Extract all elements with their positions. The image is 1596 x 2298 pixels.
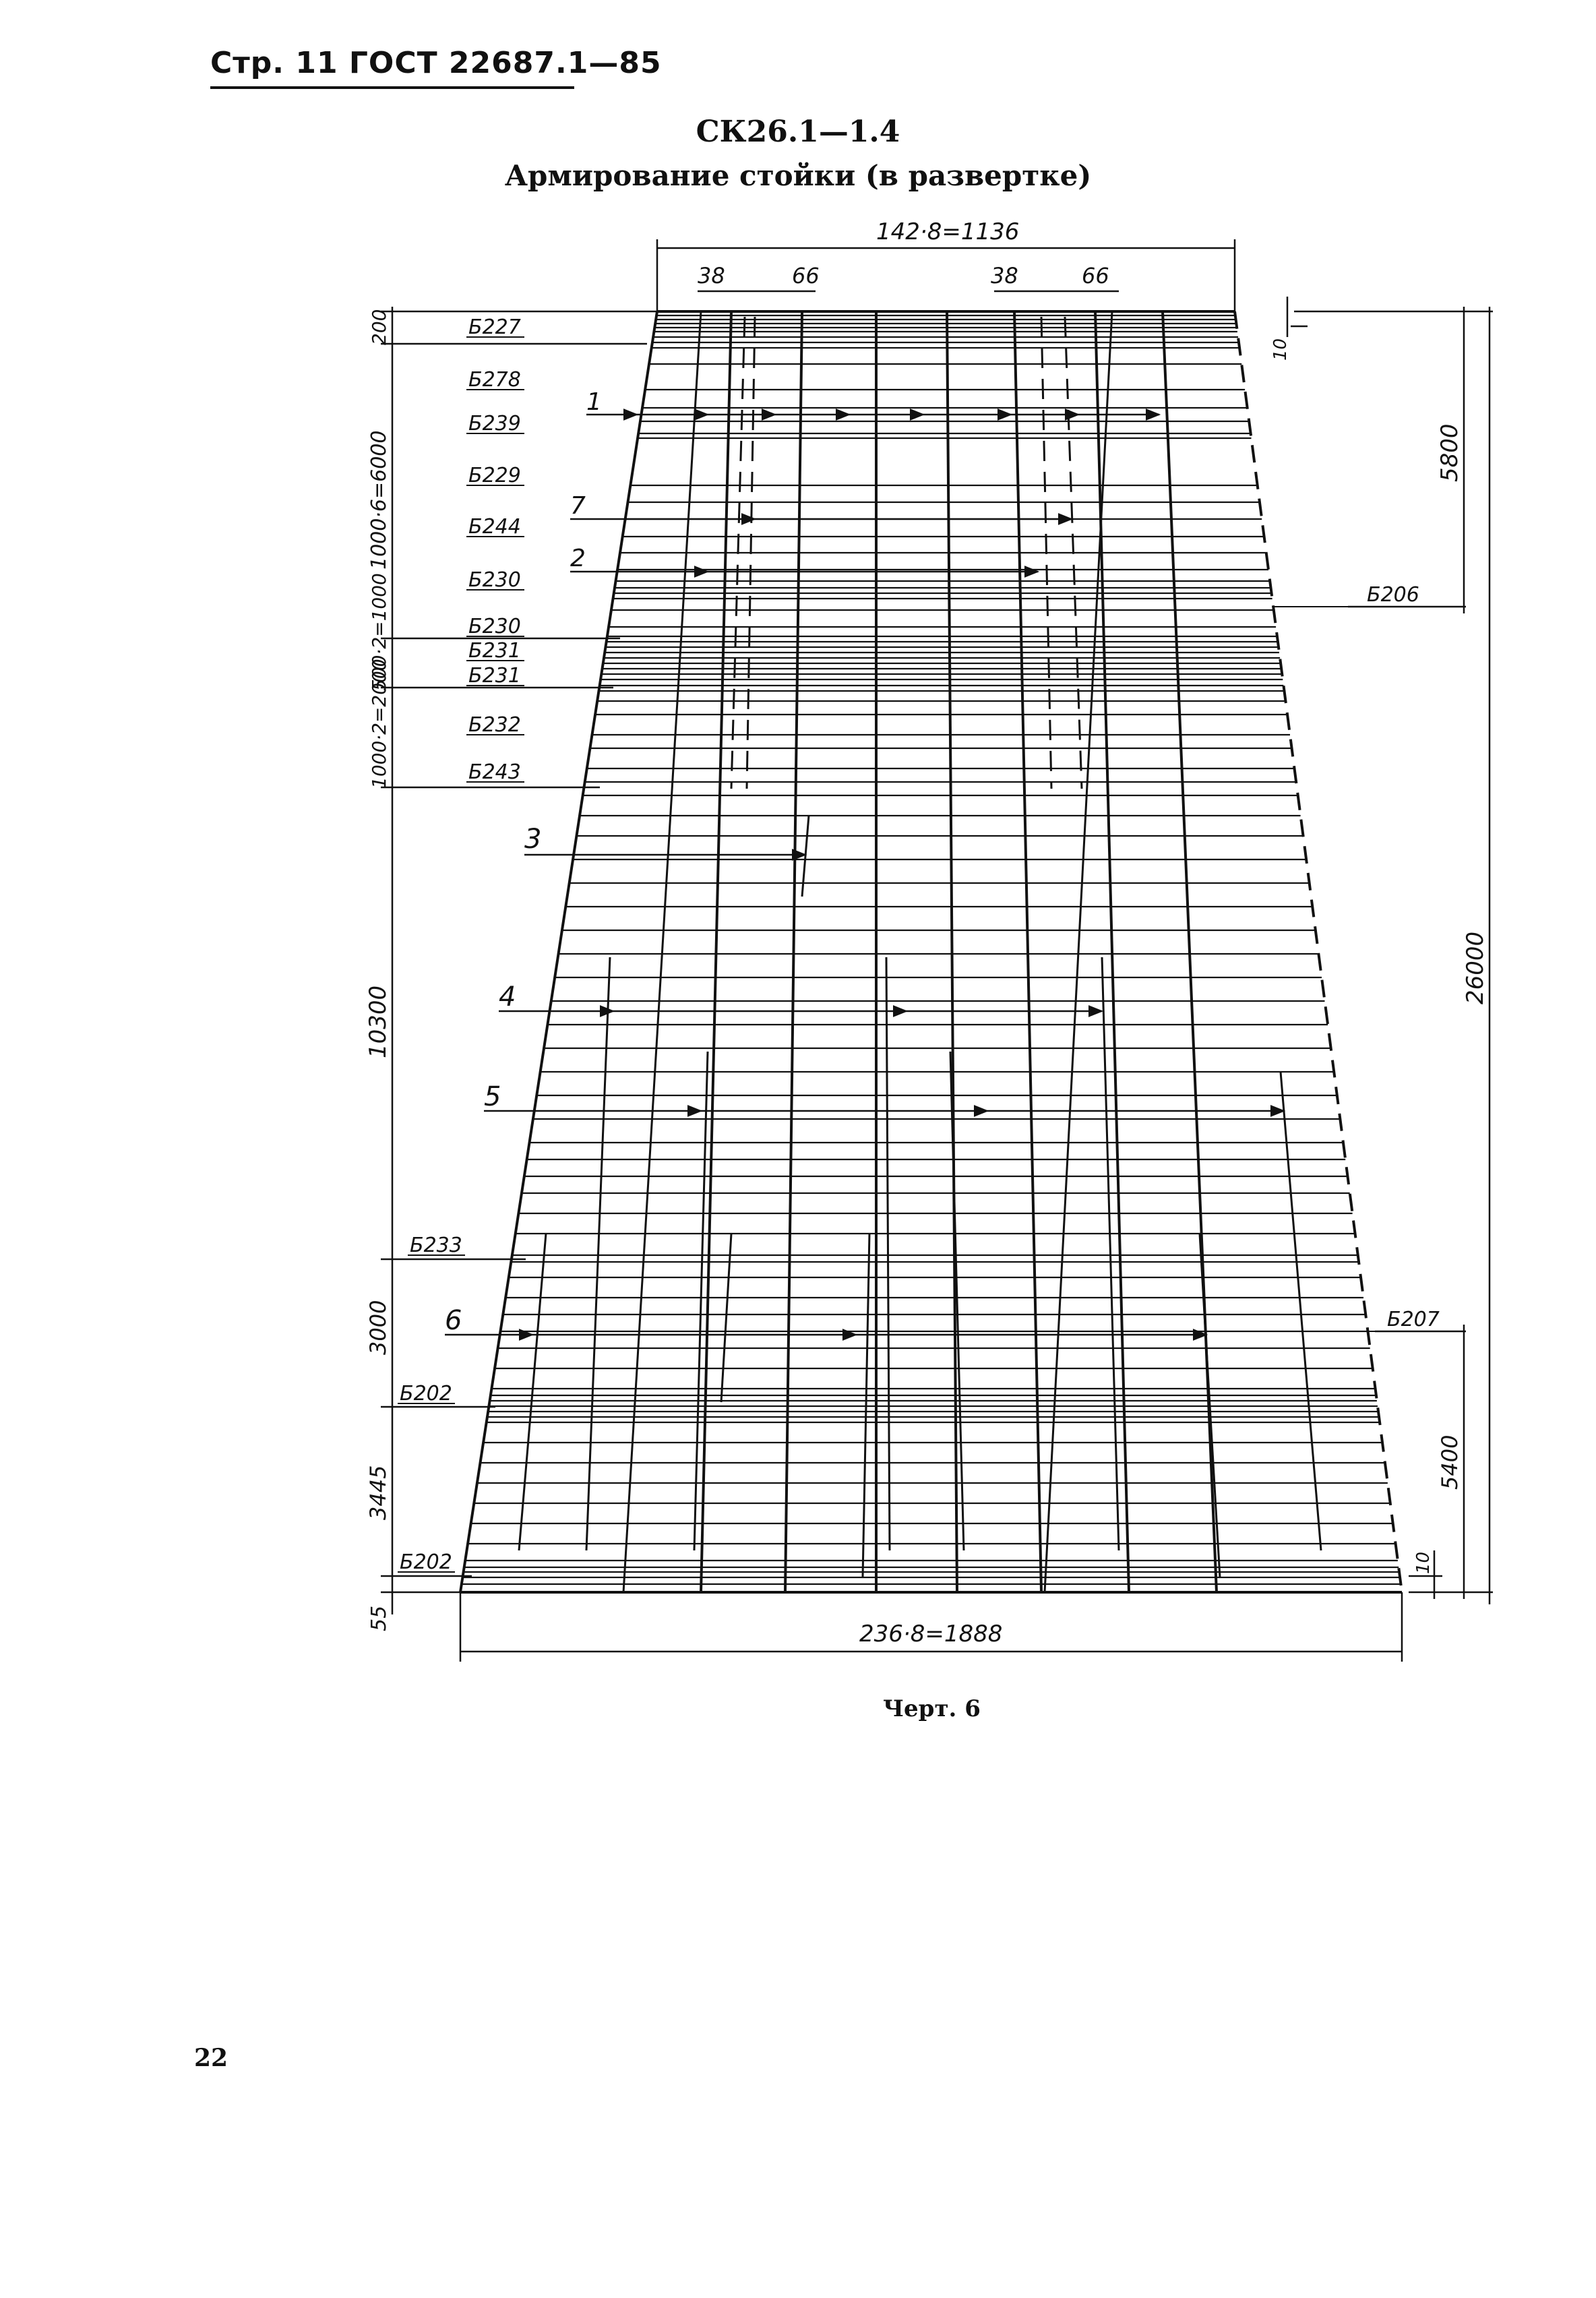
bar-label-b231b: Б231	[468, 664, 521, 688]
callout-1: 1	[586, 388, 602, 416]
right-dim-10a: 10	[1270, 338, 1291, 361]
bar-label-b202b: Б202	[400, 1550, 452, 1574]
short-bar	[1102, 957, 1119, 1550]
bar-label-b230a: Б230	[468, 568, 521, 592]
short-bar	[886, 957, 890, 1550]
top-offset-4: 66	[1082, 263, 1109, 289]
right-dim-5400: 5400	[1437, 1434, 1463, 1490]
top-offset-2: 66	[792, 263, 820, 289]
figure-caption: Черт. 6	[883, 1695, 981, 1722]
short-bar	[694, 1052, 708, 1550]
left-dim-3000: 3000	[365, 1300, 391, 1355]
bar-label-b229: Б229	[468, 464, 521, 487]
callout-7: 7	[570, 492, 586, 520]
callout-6: 6	[445, 1305, 462, 1336]
drawing-subtitle: Армирование стойки (в развертке)	[504, 159, 1092, 192]
left-dim-10300: 10300	[365, 985, 392, 1058]
bar-label-b202a: Б202	[400, 1382, 452, 1405]
short-bar	[586, 957, 610, 1550]
left-dim-200: 200	[368, 309, 390, 345]
bar-label-b230b: Б230	[468, 615, 521, 638]
bar-label-b206: Б206	[1367, 583, 1419, 607]
bar-label-b278: Б278	[468, 368, 521, 392]
page-number: 22	[194, 2044, 228, 2072]
bar-label-b243: Б243	[468, 760, 521, 784]
right-dim-26000: 26000	[1462, 931, 1489, 1004]
callout-3: 3	[524, 824, 542, 855]
left-dim-2000: 1000·2=2000	[368, 659, 390, 789]
top-offset-3: 38	[991, 263, 1018, 289]
callout-5: 5	[484, 1081, 501, 1112]
top-dimension	[657, 239, 1235, 311]
left-dim-6000: 1000·6=6000	[367, 430, 391, 570]
drawing-title: СК26.1—1.4	[696, 115, 900, 149]
left-dimension-chain	[381, 307, 657, 1614]
callout-2: 2	[570, 545, 586, 572]
top-width-label: 142·8=1136	[876, 218, 1020, 245]
bar-label-b231a: Б231	[468, 639, 521, 663]
callout-4: 4	[499, 981, 516, 1012]
left-dim-55: 55	[367, 1605, 391, 1631]
short-bar	[1281, 1072, 1321, 1550]
left-dim-1000a: 500·2=1000	[368, 573, 390, 691]
bar-label-b232: Б232	[468, 713, 521, 737]
left-dim-3445: 3445	[365, 1465, 391, 1520]
short-bar	[721, 1234, 731, 1402]
page-header: Стр. 11 ГОСТ 22687.1—85	[210, 46, 662, 80]
short-bar	[802, 816, 809, 897]
bar-label-b239: Б239	[468, 412, 521, 435]
bar-label-b244: Б244	[468, 515, 521, 539]
bar-label-b233: Б233	[410, 1234, 462, 1257]
bar-label-b227: Б227	[468, 315, 521, 339]
bottom-width-label: 236·8=1888	[859, 1621, 1003, 1647]
top-offset-1: 38	[698, 263, 725, 289]
right-dim-10b: 10	[1413, 1551, 1434, 1574]
right-dim-5800: 5800	[1436, 423, 1463, 482]
bar-label-b207: Б207	[1387, 1308, 1440, 1331]
